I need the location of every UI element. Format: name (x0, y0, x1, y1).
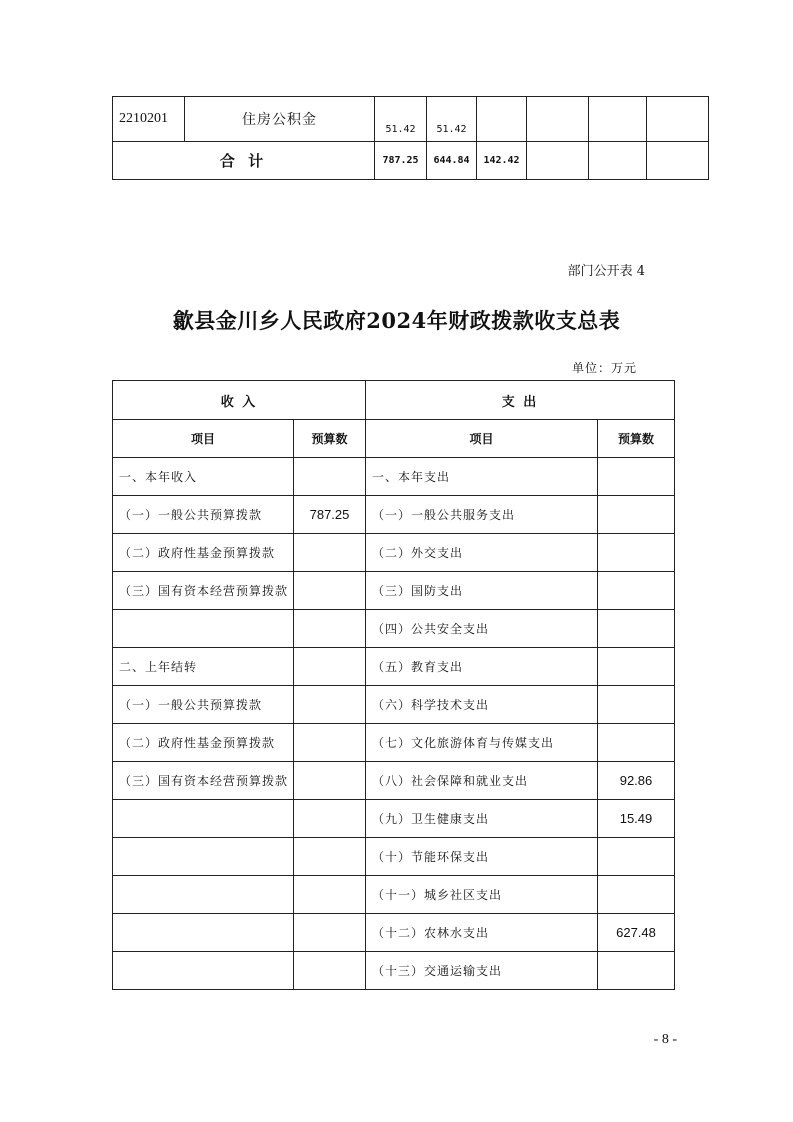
income-budget (294, 800, 366, 838)
column-header-row (113, 420, 675, 458)
expense-item: （十）节能环保支出 (366, 838, 598, 876)
total-amount: 644.84 (427, 142, 477, 180)
income-item: 二、上年结转 (113, 648, 294, 686)
table-row (113, 686, 675, 724)
table-row (113, 800, 675, 838)
income-budget (294, 838, 366, 876)
subject-name: 住房公积金 (185, 97, 375, 142)
previous-table-fragment (112, 96, 709, 180)
total-label: 合 计 (113, 142, 375, 180)
expense-item: （三）国防支出 (366, 572, 598, 610)
page-title: 歙县金川乡人民政府2024年财政拨款收支总表 (172, 308, 621, 333)
income-budget (294, 762, 366, 800)
expense-item: （十一）城乡社区支出 (366, 876, 598, 914)
table-row (113, 914, 675, 952)
expense-item: （五）教育支出 (366, 648, 598, 686)
income-budget (294, 914, 366, 952)
subject-code: 2210201 (113, 97, 185, 142)
income-item (113, 838, 294, 876)
expense-item: （十二）农林水支出 (366, 914, 598, 952)
total-amount: 142.42 (477, 142, 527, 180)
income-item: （三）国有资本经营预算拨款 (113, 762, 294, 800)
income-budget (294, 724, 366, 762)
income-item: （一）一般公共预算拨款 (113, 496, 294, 534)
budget-summary-table (112, 380, 675, 990)
income-header: 收 入 (113, 381, 366, 420)
table-row (113, 97, 709, 142)
expense-budget: 92.86 (598, 762, 675, 800)
income-budget-header: 预算数 (294, 420, 366, 458)
amount-cell: 51.42 (375, 97, 427, 142)
table-row (113, 876, 675, 914)
expense-budget (598, 648, 675, 686)
income-budget (294, 610, 366, 648)
income-item-header: 项目 (113, 420, 294, 458)
total-row (113, 142, 709, 180)
table-row (113, 458, 675, 496)
expense-item: 一、本年支出 (366, 458, 598, 496)
income-budget (294, 648, 366, 686)
expense-item: （十三）交通运输支出 (366, 952, 598, 990)
expense-header: 支 出 (366, 381, 675, 420)
expense-budget (598, 724, 675, 762)
income-budget (294, 876, 366, 914)
expense-budget (598, 496, 675, 534)
expense-budget (598, 572, 675, 610)
expense-budget: 627.48 (598, 914, 675, 952)
expense-item: （六）科学技术支出 (366, 686, 598, 724)
expense-item: （一）一般公共服务支出 (366, 496, 598, 534)
income-budget: 787.25 (294, 496, 366, 534)
expense-item: （九）卫生健康支出 (366, 800, 598, 838)
amount-cell: 51.42 (427, 97, 477, 142)
expense-budget-header: 预算数 (598, 420, 675, 458)
unit-label: 单位：万元 (571, 361, 637, 375)
expense-item: （二）外交支出 (366, 534, 598, 572)
table-row (113, 648, 675, 686)
table-row (113, 952, 675, 990)
amount-cell (527, 97, 589, 142)
expense-budget (598, 610, 675, 648)
income-budget (294, 534, 366, 572)
table-row (113, 610, 675, 648)
total-amount: 787.25 (375, 142, 427, 180)
income-budget (294, 572, 366, 610)
expense-budget (598, 458, 675, 496)
total-amount (647, 142, 709, 180)
income-item: （三）国有资本经营预算拨款 (113, 572, 294, 610)
expense-item: （七）文化旅游体育与传媒支出 (366, 724, 598, 762)
table-row (113, 838, 675, 876)
income-item (113, 610, 294, 648)
table-row (113, 534, 675, 572)
page-number: - 8 - (653, 1032, 677, 1047)
expense-item: （八）社会保障和就业支出 (366, 762, 598, 800)
amount-cell (647, 97, 709, 142)
expense-budget (598, 952, 675, 990)
expense-item: （四）公共安全支出 (366, 610, 598, 648)
expense-budget (598, 838, 675, 876)
total-amount (527, 142, 589, 180)
income-item: （二）政府性基金预算拨款 (113, 724, 294, 762)
income-item (113, 800, 294, 838)
total-amount (589, 142, 647, 180)
income-item: 一、本年收入 (113, 458, 294, 496)
income-budget (294, 952, 366, 990)
income-item (113, 876, 294, 914)
amount-cell (477, 97, 527, 142)
expense-budget (598, 876, 675, 914)
expense-item-header: 项目 (366, 420, 598, 458)
amount-cell (589, 97, 647, 142)
expense-budget: 15.49 (598, 800, 675, 838)
expense-budget (598, 534, 675, 572)
table-row (113, 496, 675, 534)
income-item (113, 952, 294, 990)
expense-budget (598, 686, 675, 724)
income-budget (294, 686, 366, 724)
table-body (113, 458, 675, 990)
income-budget (294, 458, 366, 496)
income-item: （二）政府性基金预算拨款 (113, 534, 294, 572)
table-row (113, 724, 675, 762)
table-row (113, 762, 675, 800)
table-number: 部门公开表 4 (567, 264, 645, 279)
table-row (113, 572, 675, 610)
table-header-row (113, 381, 675, 420)
income-item: （一）一般公共预算拨款 (113, 686, 294, 724)
income-item (113, 914, 294, 952)
